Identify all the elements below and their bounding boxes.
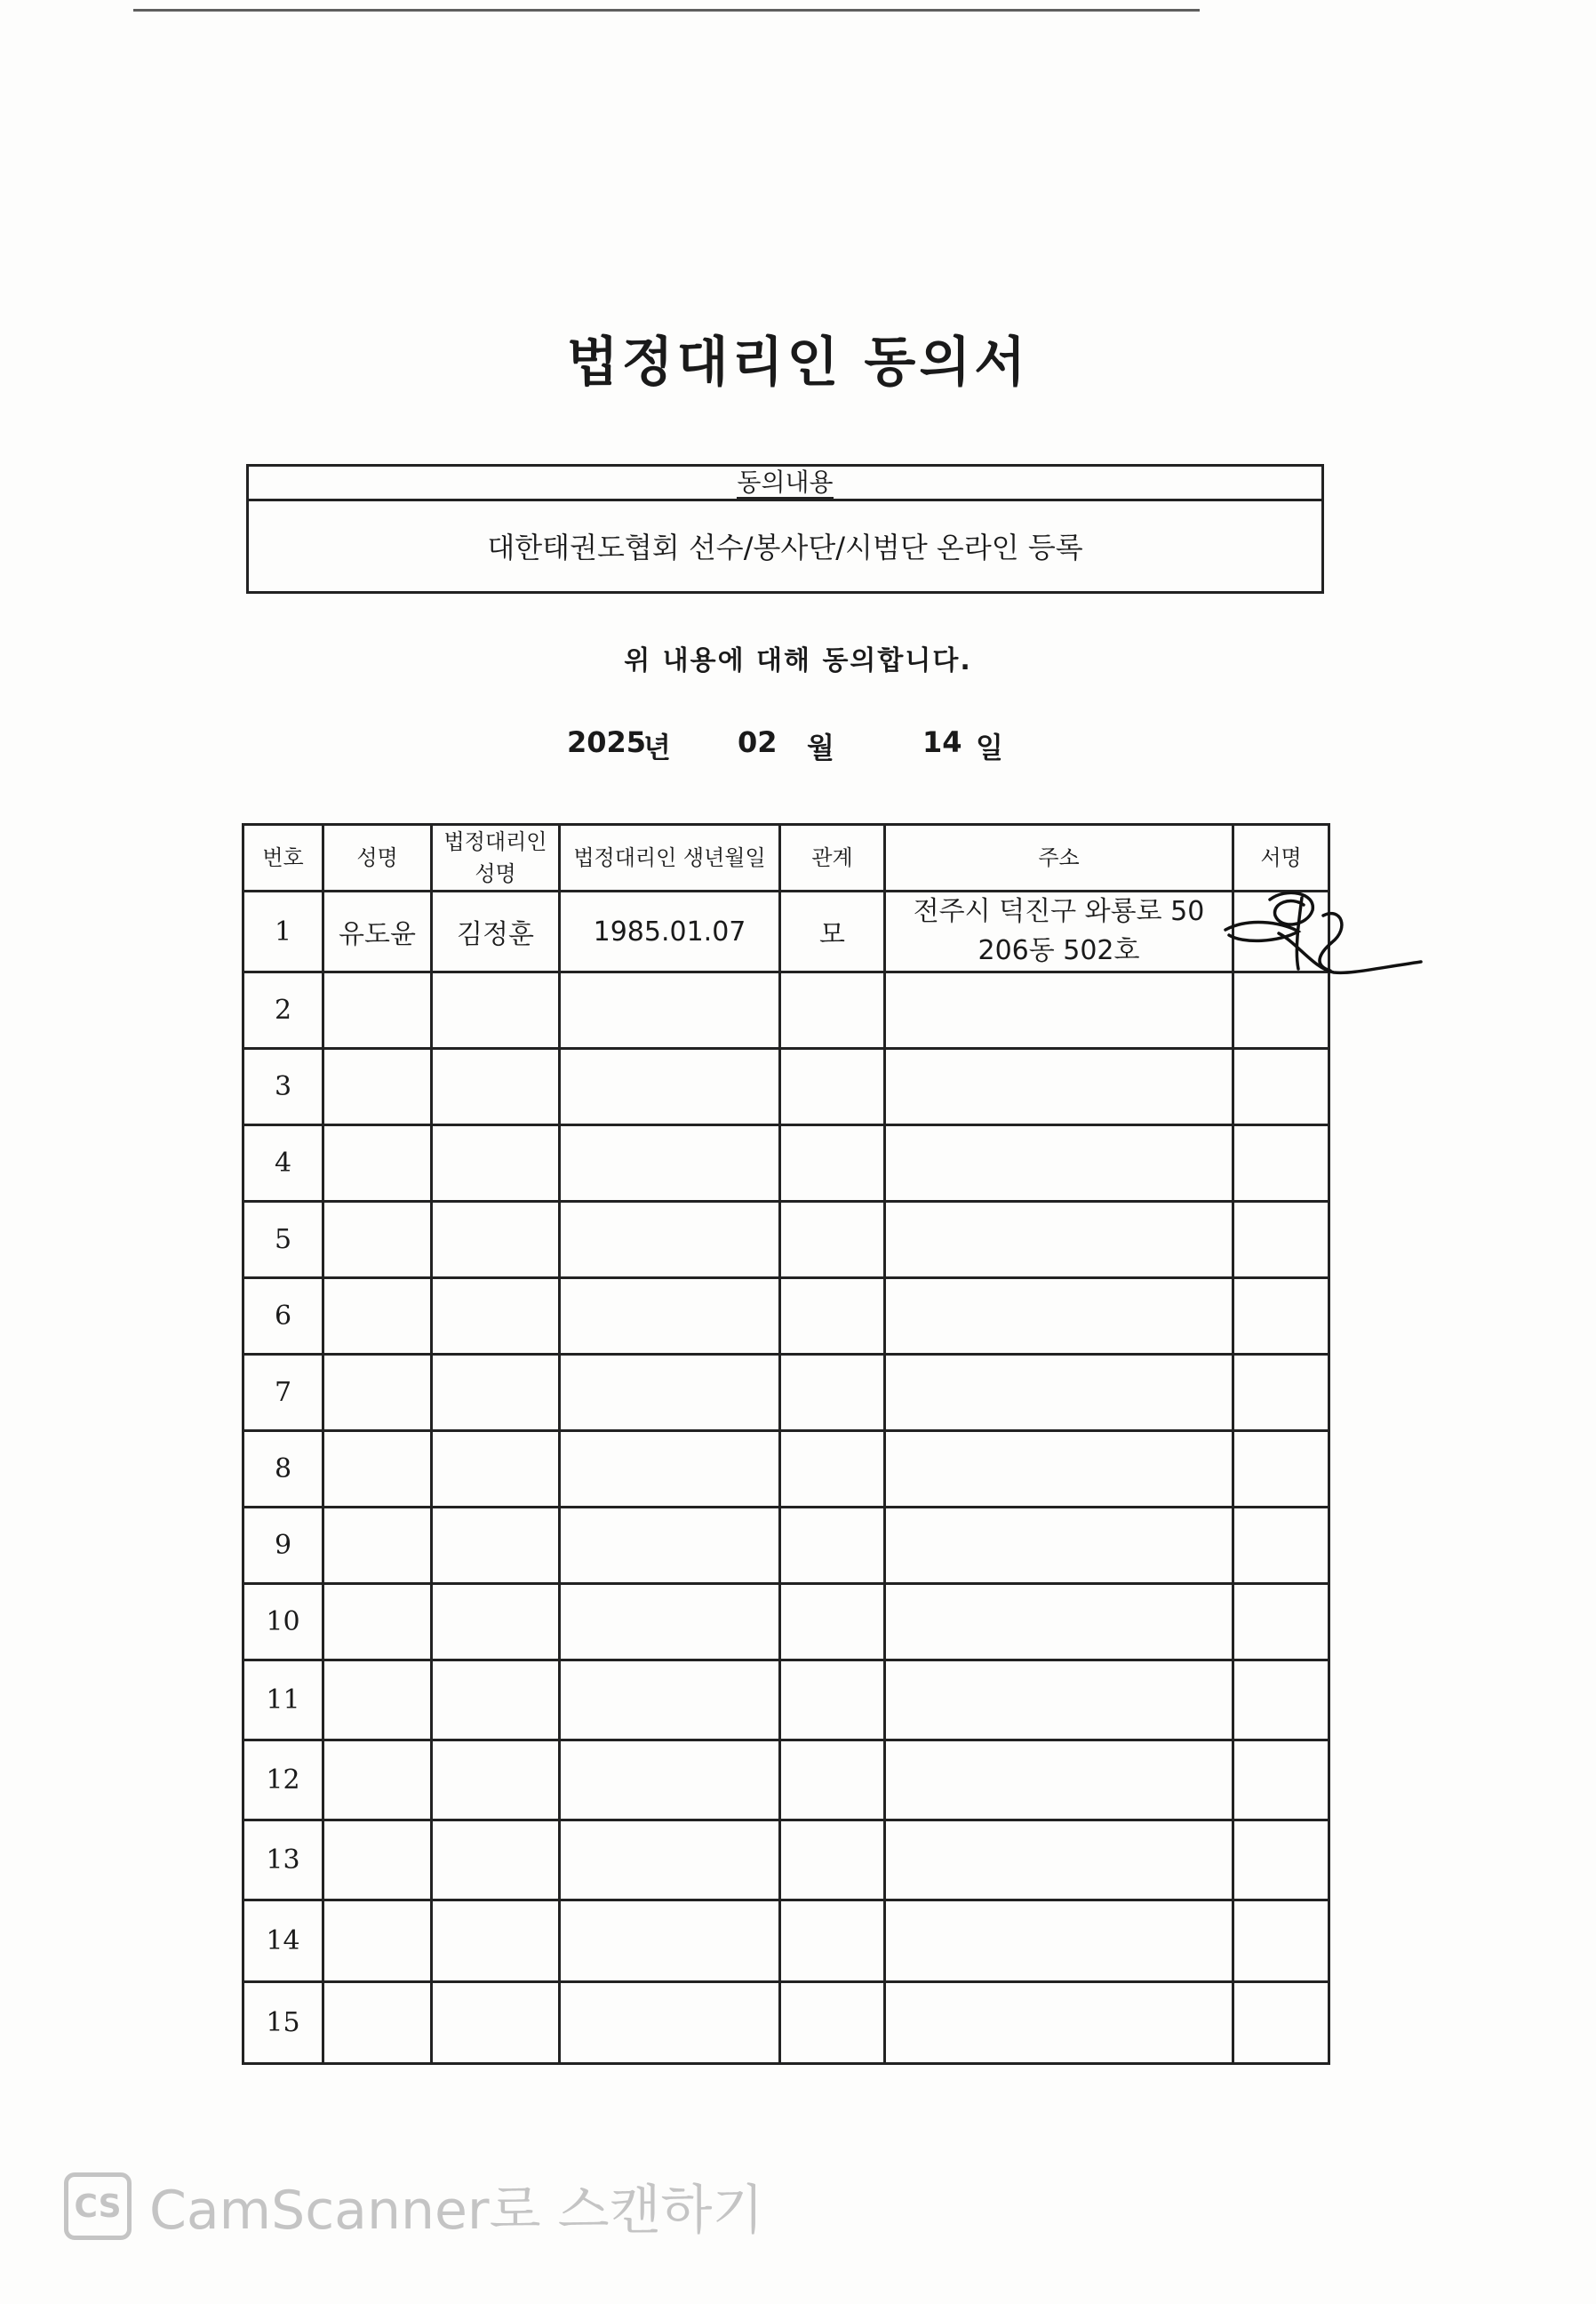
row-guardian-birth <box>560 1431 780 1508</box>
row-no: 15 <box>243 1982 323 2064</box>
row-guardian-name <box>432 1982 560 2064</box>
row-signature <box>1233 1740 1329 1820</box>
row-relation <box>780 1202 885 1278</box>
row-name <box>323 1278 432 1355</box>
row-signature <box>1233 1278 1329 1355</box>
document-title: 법정대리인 동의서 <box>566 332 1030 394</box>
row-name <box>323 1740 432 1820</box>
row-address <box>885 972 1233 1049</box>
address-line-2: 206동 502호 <box>978 935 1140 966</box>
row-no: 9 <box>243 1508 323 1584</box>
header-relation: 관계 <box>780 825 885 892</box>
row-address <box>885 1740 1233 1820</box>
row-relation <box>780 1584 885 1660</box>
row-address <box>885 1660 1233 1740</box>
row-relation <box>780 1740 885 1820</box>
row-relation <box>780 1660 885 1740</box>
row-relation <box>780 1508 885 1584</box>
row-relation <box>780 1982 885 2064</box>
row-no: 12 <box>243 1740 323 1820</box>
row-no: 10 <box>243 1584 323 1660</box>
row-guardian-birth <box>560 1982 780 2064</box>
row-guardian-birth <box>560 1508 780 1584</box>
row-guardian-birth <box>560 972 780 1049</box>
camscanner-logo-icon: CS <box>64 2172 132 2240</box>
row-relation <box>780 1820 885 1900</box>
table-body <box>243 892 1329 2064</box>
row-name <box>323 1584 432 1660</box>
row-name: 유도윤 <box>323 892 432 972</box>
row-address <box>885 1820 1233 1900</box>
row-relation: 모 <box>780 892 885 972</box>
row-signature <box>1233 1900 1329 1982</box>
header-signature: 서명 <box>1233 825 1329 892</box>
row-guardian-birth <box>560 1660 780 1740</box>
row-guardian-birth <box>560 1049 780 1125</box>
row-relation <box>780 1431 885 1508</box>
row-name <box>323 1049 432 1125</box>
row-signature <box>1233 1202 1329 1278</box>
row-guardian-birth <box>560 1278 780 1355</box>
row-guardian-birth <box>560 1820 780 1900</box>
row-guardian-name <box>432 1202 560 1278</box>
row-no: 3 <box>243 1049 323 1125</box>
row-address <box>885 1982 1233 2064</box>
date-month: 02 <box>738 725 778 759</box>
row-guardian-name <box>432 1049 560 1125</box>
table-row <box>243 1584 1329 1660</box>
row-guardian-name <box>432 1508 560 1584</box>
row-name <box>323 1820 432 1900</box>
row-guardian-name <box>432 1431 560 1508</box>
row-no: 8 <box>243 1431 323 1508</box>
row-signature <box>1233 1820 1329 1900</box>
table-row <box>243 1355 1329 1431</box>
table-row <box>243 1820 1329 1900</box>
row-name <box>323 1900 432 1982</box>
table-row <box>243 972 1329 1049</box>
row-relation <box>780 1278 885 1355</box>
row-signature <box>1233 1584 1329 1660</box>
row-name <box>323 1508 432 1584</box>
row-signature <box>1233 892 1329 972</box>
row-guardian-name <box>432 1900 560 1982</box>
row-address <box>885 1584 1233 1660</box>
row-relation <box>780 972 885 1049</box>
row-signature <box>1233 1049 1329 1125</box>
row-no: 6 <box>243 1278 323 1355</box>
row-address <box>885 1278 1233 1355</box>
page-top-edge <box>133 0 1200 12</box>
agree-statement: 위 내용에 대해 동의합니다. <box>624 645 972 676</box>
row-address <box>885 1900 1233 1982</box>
row-address <box>885 1202 1233 1278</box>
consent-header <box>249 467 1321 501</box>
row-guardian-birth <box>560 1125 780 1202</box>
consent-content: 대한태권도협회 선수/봉사단/시범단 온라인 등록 <box>487 531 1083 564</box>
table-header-row <box>243 825 1329 892</box>
header-address: 주소 <box>885 825 1233 892</box>
row-relation <box>780 1049 885 1125</box>
row-signature <box>1233 1660 1329 1740</box>
row-relation <box>780 1900 885 1982</box>
row-guardian-birth <box>560 1740 780 1820</box>
table-row <box>243 1278 1329 1355</box>
row-address <box>885 1431 1233 1508</box>
row-signature <box>1233 972 1329 1049</box>
header-no: 번호 <box>243 825 323 892</box>
row-signature <box>1233 1982 1329 2064</box>
header-guardian-name: 법정대리인 성명 <box>432 825 560 892</box>
row-name <box>323 1431 432 1508</box>
date-year-label: 년 <box>643 731 671 764</box>
table-row <box>243 1202 1329 1278</box>
date-month-label: 월 <box>807 731 834 764</box>
table-row <box>243 1508 1329 1584</box>
row-address <box>885 1125 1233 1202</box>
row-relation <box>780 1125 885 1202</box>
table-row <box>243 1982 1329 2064</box>
row-guardian-name <box>432 1355 560 1431</box>
row-address <box>885 1355 1233 1431</box>
table-row <box>243 1900 1329 1982</box>
row-no: 13 <box>243 1820 323 1900</box>
address-line-1: 전주시 덕진구 와룡로 50 <box>913 896 1205 927</box>
row-signature <box>1233 1355 1329 1431</box>
row-guardian-name <box>432 1584 560 1660</box>
row-name <box>323 1660 432 1740</box>
row-name <box>323 972 432 1049</box>
row-no: 2 <box>243 972 323 1049</box>
row-signature <box>1233 1125 1329 1202</box>
row-guardian-name <box>432 1740 560 1820</box>
table-row <box>243 1740 1329 1820</box>
row-name <box>323 1125 432 1202</box>
row-address <box>885 1049 1233 1125</box>
row-guardian-name <box>432 1278 560 1355</box>
row-address <box>885 892 1233 972</box>
table-row <box>243 1660 1329 1740</box>
row-guardian-name <box>432 1820 560 1900</box>
date-year: 2025 <box>567 725 647 759</box>
row-address <box>885 1508 1233 1584</box>
row-guardian-birth <box>560 1202 780 1278</box>
row-guardian-birth <box>560 1355 780 1431</box>
row-name <box>323 1982 432 2064</box>
date-day-label: 일 <box>976 731 1003 764</box>
row-signature <box>1233 1508 1329 1584</box>
camscanner-watermark <box>64 2171 763 2242</box>
row-guardian-name <box>432 1125 560 1202</box>
row-name <box>323 1355 432 1431</box>
row-no: 7 <box>243 1355 323 1431</box>
row-no: 1 <box>243 892 323 972</box>
date-day: 14 <box>922 725 962 759</box>
consent-box <box>246 464 1324 594</box>
row-guardian-birth: 1985.01.07 <box>560 892 780 972</box>
table-row <box>243 1049 1329 1125</box>
row-signature <box>1233 1431 1329 1508</box>
guardian-table <box>242 823 1330 2065</box>
row-guardian-birth <box>560 1900 780 1982</box>
row-guardian-name <box>432 1660 560 1740</box>
table-row <box>243 892 1329 972</box>
row-guardian-name: 김정훈 <box>432 892 560 972</box>
row-no: 5 <box>243 1202 323 1278</box>
row-no: 4 <box>243 1125 323 1202</box>
row-guardian-birth <box>560 1584 780 1660</box>
table-row <box>243 1431 1329 1508</box>
row-relation <box>780 1355 885 1431</box>
table-row <box>243 1125 1329 1202</box>
header-guardian-birth: 법정대리인 생년월일 <box>560 825 780 892</box>
row-name <box>323 1202 432 1278</box>
header-name: 성명 <box>323 825 432 892</box>
row-guardian-name <box>432 972 560 1049</box>
watermark-text: CamScanner로 스캔하기 <box>149 2180 764 2242</box>
row-no: 14 <box>243 1900 323 1982</box>
row-no: 11 <box>243 1660 323 1740</box>
consent-header-label: 동의내용 <box>737 468 834 497</box>
